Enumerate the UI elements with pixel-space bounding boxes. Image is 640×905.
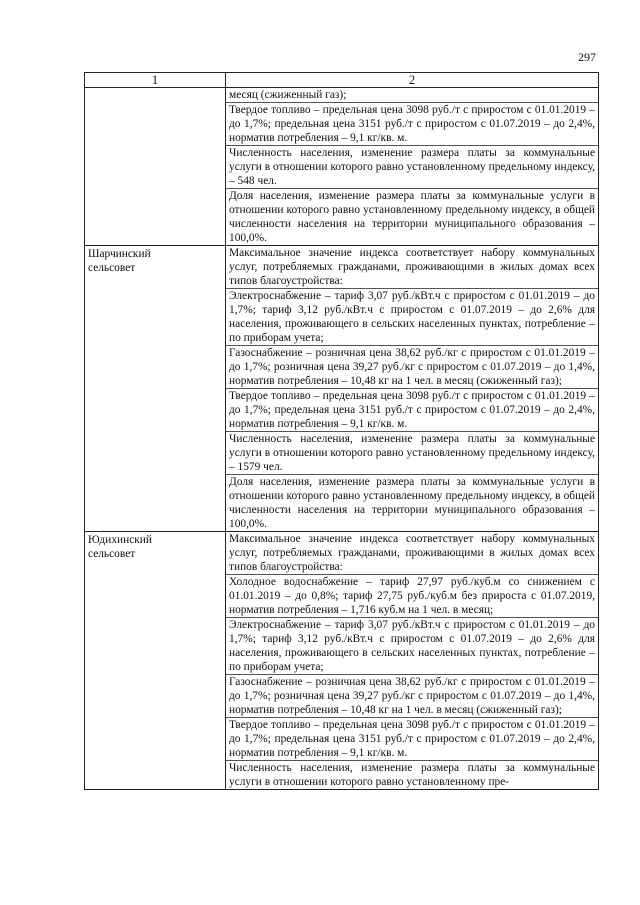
description-cell <box>226 532 599 790</box>
description-cell <box>226 246 599 532</box>
description-paragraph: Доля населения, изменение размера платы за коммунальные услуги в отношении которого равно установленному предельному индексу, в общей численности населения на территории муниципального образования – 100,0%. <box>229 190 595 244</box>
description-paragraph: Твердое топливо – предельная цена 3098 руб./т с приростом с 01.01.2019 – до 1,7%; предельная цена 3151 руб./т с приростом с 01.07.2019 – до 2,4%, норматив потребления – 9,1 кг/кв. м. <box>226 103 598 146</box>
municipality-name: Шарчинский сельсовет <box>88 248 151 274</box>
description-paragraph: Газоснабжение – розничная цена 38,62 руб./кг с приростом с 01.01.2019 – до 1,7%; розничная цена 39,27 руб./кг с приростом с 01.07.2019 – до 1,4%, норматив потребления – 10,48 кг на 1 чел. в месяц (сжиженный газ); <box>226 346 598 389</box>
municipality-name-cell <box>85 246 226 532</box>
municipality-name: Юдихинский сельсовет <box>88 534 152 560</box>
table-row-continuation <box>85 88 599 246</box>
table-header-row <box>85 73 599 88</box>
table-row-yudikhinsky <box>85 532 599 790</box>
description-paragraph: Электроснабжение – тариф 3,07 руб./кВт.ч с приростом с 01.01.2019 – до 1,7%; тариф 3,12 руб./кВт.ч с приростом с 01.07.2019 – до 2,6% для населения, проживающего в сельских населенных пунктах, потребление – по приборам учета; <box>226 289 598 346</box>
description-paragraph: Твердое топливо – предельная цена 3098 руб./т с приростом с 01.01.2019 – до 1,7%; предельная цена 3151 руб./т с приростом с 01.07.2019 – до 2,4%, норматив потребления – 9,1 кг/кв. м. <box>226 389 598 432</box>
description-paragraph: Максимальное значение индекса соответствует набору коммунальных услуг, потребляемых гражданами, проживающими в жилых домах всех типов благоустройства: <box>226 532 598 575</box>
description-paragraph: Доля населения, изменение размера платы за коммунальные услуги в отношении которого равно установленному предельному индексу, в общей численности населения на территории муниципального образования – 100,0%. <box>229 476 595 530</box>
description-paragraph: Газоснабжение – розничная цена 38,62 руб./кг с приростом с 01.01.2019 – до 1,7%; розничная цена 39,27 руб./кг с приростом с 01.07.2019 – до 1,4%, норматив потребления – 10,48 кг на 1 чел. в месяц (сжиженный газ); <box>226 675 598 718</box>
municipality-name-cell <box>85 88 226 246</box>
table-row-sharchinsky <box>85 246 599 532</box>
tariff-table <box>84 72 599 790</box>
description-cell <box>226 88 599 246</box>
description-paragraph: Холодное водоснабжение – тариф 27,97 руб./куб.м со снижением с 01.01.2019 – до 0,8%; тариф 27,75 руб./куб.м без прироста с 01.07.2019, норматив потребления – 1,716 куб.м на 1 чел. в месяц; <box>226 575 598 618</box>
municipality-name <box>85 88 225 90</box>
description-paragraph: Численность населения, изменение размера платы за коммунальные услуги в отношении которого равно установленному предельному индексу, – 548 чел. <box>226 146 598 189</box>
column-header-1: 1 <box>85 73 226 88</box>
municipality-name-cell <box>85 532 226 790</box>
description-paragraph: Твердое топливо – предельная цена 3098 руб./т с приростом с 01.01.2019 – до 1,7%; предельная цена 3151 руб./т с приростом с 01.07.2019 – до 2,4%, норматив потребления – 9,1 кг/кв. м. <box>226 718 598 761</box>
description-paragraph: Максимальное значение индекса соответствует набору коммунальных услуг, потребляемых гражданами, проживающими в жилых домах всех типов благоустройства: <box>226 246 598 289</box>
description-paragraph: месяц (сжиженный газ); <box>226 88 598 103</box>
description-paragraph: Электроснабжение – тариф 3,07 руб./кВт.ч с приростом с 01.01.2019 – до 1,7%; тариф 3,12 руб./кВт.ч с приростом с 01.07.2019 – до 2,6% для населения, проживающего в сельских населенных пунктах, потребление – по приборам учета; <box>226 618 598 675</box>
column-header-2: 2 <box>226 73 599 88</box>
page-number: 297 <box>578 50 596 64</box>
description-paragraph: Численность населения, изменение размера платы за коммунальные услуги в отношении которого равно установленному предельному индексу, – 1579 чел. <box>226 432 598 475</box>
description-paragraph: Численность населения, изменение размера платы за коммунальные услуги в отношении которого равно установленному пре- <box>229 762 595 788</box>
